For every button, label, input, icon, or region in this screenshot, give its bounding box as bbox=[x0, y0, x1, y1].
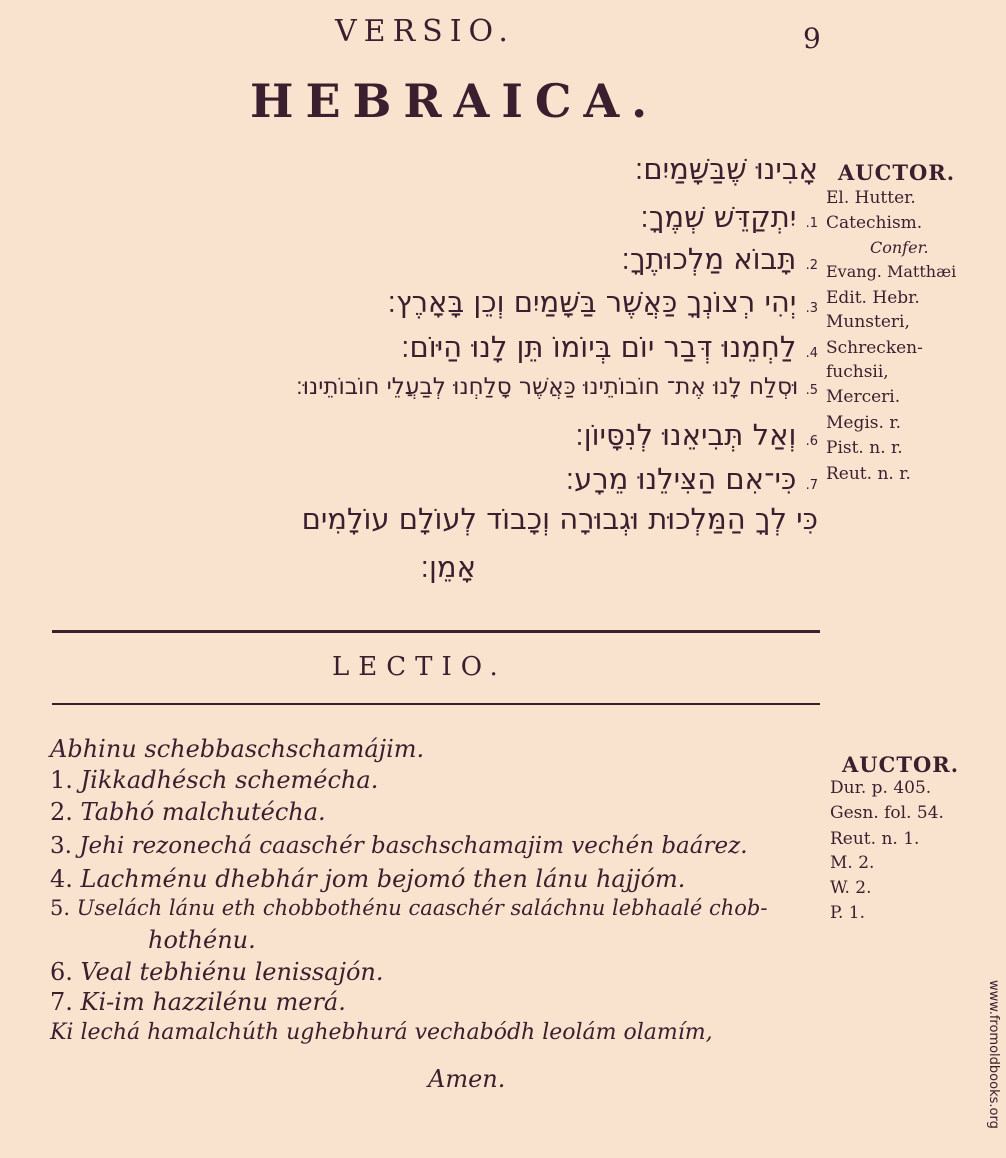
verse-number: 4. bbox=[805, 346, 818, 361]
margin-note: Reut. n. 1. bbox=[830, 829, 920, 849]
main-title: HEBRAICA. bbox=[250, 74, 660, 128]
hebrew-line: 1. יִתְקַדֵּשׁ שְׁמֶךָ׃ bbox=[640, 200, 818, 234]
margin-note: Confer. bbox=[870, 238, 929, 257]
translit-line: 4. Lachménu dhebhár jom bejomó then lánu hajjóm. bbox=[50, 865, 686, 893]
translit-line: 7. Ki-im hazzilénu merá. bbox=[50, 988, 346, 1016]
verse-number: 6. bbox=[805, 434, 818, 449]
watermark: www.fromoldbooks.org bbox=[986, 980, 1001, 1129]
translit-line: 2. Tabhó malchutécha. bbox=[50, 798, 326, 826]
hebrew-doxology: כִּי לְךָ הַמַּלְכוּת וּגְבוּרָה וְכָבוֹד לְעוֹלָם עוֹלָמִים bbox=[301, 502, 818, 536]
margin-note: Pist. n. r. bbox=[826, 438, 903, 458]
margin-note: Schrecken- bbox=[826, 338, 923, 358]
hebrew-amen: אָמֵן׃ bbox=[420, 550, 476, 584]
translit-line: 1. Jikkadhésch schemécha. bbox=[50, 766, 379, 794]
margin-note: Catechism. bbox=[826, 213, 923, 233]
margin-note: W. 2. bbox=[830, 878, 872, 898]
hebrew-line: 5. וּסְלַח לָנוּ אֶת־ חוֹבוֹתֵינוּ כַּאֲשֶׁר סָלַחְנוּ לְבַעֲלֵי חוֹבוֹתֵינוּ׃ bbox=[295, 374, 818, 400]
translit-line: 6. Veal tebhiénu lenissajón. bbox=[50, 958, 384, 986]
hebrew-line: 7. כִּי־אִם הַצִּילֵנוּ מֵרָע׃ bbox=[565, 462, 818, 496]
section-rule-top bbox=[52, 630, 820, 633]
translit-line: Abhinu schebbaschschamájim. bbox=[50, 735, 425, 763]
margin-note: El. Hutter. bbox=[826, 188, 916, 208]
margin-note: Dur. p. 405. bbox=[830, 778, 932, 798]
verse-number: 2. bbox=[805, 258, 818, 273]
section-rule-bottom bbox=[52, 703, 820, 705]
margin-note: Munsteri, bbox=[826, 312, 910, 332]
verse-number: 3. bbox=[805, 301, 818, 316]
hebrew-line: 3. יְהִי רְצוֹנְךָ כַּאֲשֶׁר בַּשָּׁמַיִם וְכֵן בָּאָרֶץ׃ bbox=[387, 285, 818, 319]
hebrew-line: אָבִינוּ שֶׁבַּשָּׁמַיִם׃ bbox=[634, 152, 818, 186]
auctor-heading-bottom: AUCTOR. bbox=[842, 752, 960, 777]
translit-line: hothénu. bbox=[148, 926, 256, 954]
verse-number: 7. bbox=[805, 478, 818, 493]
verse-number: 5. bbox=[805, 383, 818, 398]
section-title: LECTIO. bbox=[332, 652, 507, 682]
translit-line: Ki lechá hamalchúth ughebhurá vechabódh leolám olamím, bbox=[50, 1020, 713, 1045]
hebrew-line: 6. וְאַל תְּבִיאֵנוּ לְנִסָּיוֹן׃ bbox=[575, 418, 818, 452]
running-title: VERSIO. bbox=[335, 14, 515, 49]
verse-number: 1. bbox=[805, 216, 818, 231]
margin-note: Edit. Hebr. bbox=[826, 288, 920, 308]
margin-note: fuchsii, bbox=[826, 362, 889, 382]
margin-note: P. 1. bbox=[830, 903, 866, 923]
margin-note: Reut. n. r. bbox=[826, 464, 911, 484]
margin-note: Megis. r. bbox=[826, 413, 901, 433]
page-number: 9 bbox=[803, 22, 821, 55]
translit-amen: Amen. bbox=[428, 1065, 506, 1093]
margin-note: Merceri. bbox=[826, 387, 901, 407]
hebrew-line: 4. לַחְמֵנוּ דְּבַר יוֹם בְּיוֹמוֹ תֵּן לָנוּ הַיּוֹם׃ bbox=[400, 330, 818, 364]
translit-line: 5. Uselách lánu eth chobbothénu caaschér saláchnu lebhaalé chob- bbox=[50, 896, 768, 920]
margin-note: M. 2. bbox=[830, 853, 875, 873]
auctor-heading-top: AUCTOR. bbox=[838, 160, 956, 185]
margin-note: Evang. Matthæi bbox=[826, 262, 957, 281]
hebrew-line: 2. תָּבוֹא מַלְכוּתֶךָ׃ bbox=[621, 242, 818, 276]
translit-line: 3. Jehi rezonechá caaschér baschschamajim vechén baárez. bbox=[50, 833, 748, 859]
margin-note: Gesn. fol. 54. bbox=[830, 803, 944, 823]
